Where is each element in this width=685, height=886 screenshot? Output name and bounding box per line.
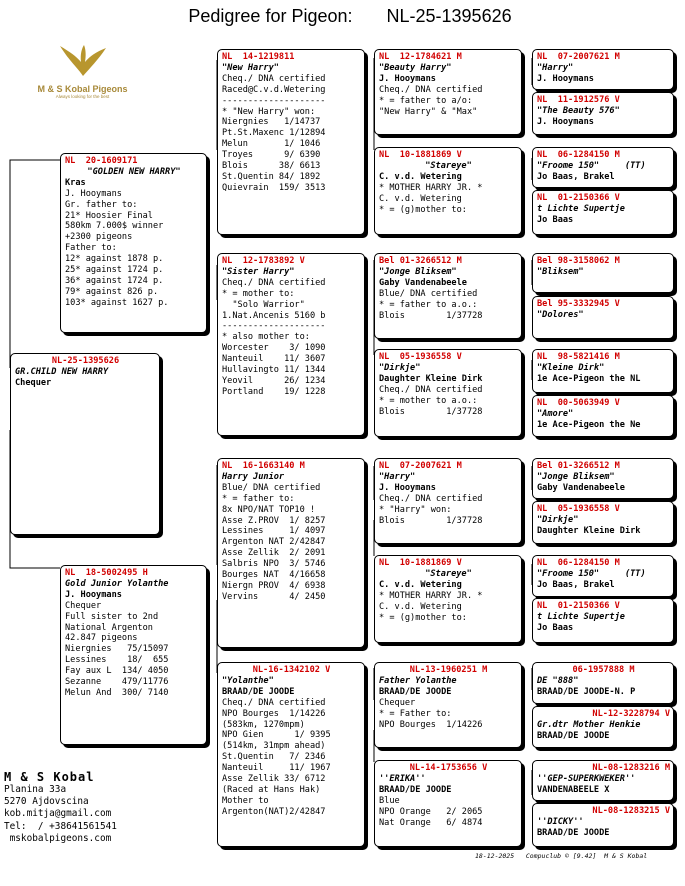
- pigeon-name: "Dirkje": [537, 514, 579, 525]
- pigeon-name: DE "888": [537, 675, 579, 686]
- info-line: Yeovil 26/ 1234: [222, 375, 326, 386]
- owner-email[interactable]: kob.mitja@gmail.com: [4, 808, 112, 820]
- sire-card[interactable]: [60, 153, 207, 333]
- info-line: Cheq./ DNA certified: [379, 493, 483, 504]
- ring-number: Bel 95-3332945 V: [537, 299, 620, 309]
- ring-number: 06-1957888 M: [572, 665, 635, 675]
- owner-contact: [4, 770, 174, 845]
- sire-dam-card[interactable]: [217, 253, 365, 436]
- pigeon-name: "Kleine Dirk": [537, 362, 605, 373]
- info-line: 8x NPO/NAT TOP10 !: [222, 504, 316, 515]
- pigeon-name: Gr.dtr Mother Henkie: [537, 719, 641, 730]
- info-line: Asse Z.PROV 1/ 8257: [222, 515, 326, 526]
- pigeon-name: "Harry": [537, 62, 574, 73]
- ring-number: NL-14-1753656 V: [409, 763, 488, 773]
- logo-brand: M & S Kobal Pigeons: [37, 84, 128, 94]
- info-line: VANDENABEELE X: [537, 784, 610, 795]
- info-line: --------------------: [222, 95, 326, 106]
- dam-dam-card[interactable]: [217, 662, 365, 847]
- info-line: Daughter Kleine Dirk: [379, 373, 483, 384]
- pigeon-name: "New Harry": [222, 62, 279, 73]
- dam-sire-card[interactable]: [217, 458, 365, 648]
- g5-card-5[interactable]: [532, 253, 674, 293]
- info-line: Niergn PROV 4/ 6938: [222, 580, 326, 591]
- info-line: 1e Ace-Pigeon the NL: [537, 373, 641, 384]
- g5-card-15[interactable]: [532, 760, 674, 801]
- info-line: --------------------: [222, 321, 326, 332]
- info-line: Asse Zellik 33/ 6712: [222, 774, 326, 785]
- info-line: St.Quentin 84/ 1892: [222, 171, 321, 182]
- info-line: J. Hooymans: [537, 73, 594, 84]
- title-label: Pedigree for Pigeon:: [188, 6, 353, 26]
- pigeon-name: Father Yolanthe: [379, 675, 457, 686]
- pigeon-name: Harry Junior: [222, 471, 285, 482]
- info-line: Nat Orange 6/ 4874: [379, 817, 483, 828]
- ddd-card[interactable]: [374, 760, 522, 847]
- pigeon-name: "Stareye": [425, 160, 472, 171]
- info-line: Jo Baas: [537, 622, 574, 633]
- info-line: Daughter Kleine Dirk: [537, 525, 641, 536]
- info-line: C. v.d. Wetering: [379, 601, 462, 612]
- g5-card-10[interactable]: [532, 501, 674, 544]
- info-line: J. Hooymans: [65, 589, 122, 600]
- pigeon-name: "Harry": [379, 471, 416, 482]
- info-line: +2300 pigeons: [65, 232, 133, 243]
- info-line: 79* against 826 p.: [65, 286, 159, 297]
- info-line: Hullavingto 11/ 1344: [222, 365, 326, 376]
- owner-address: Planina 33a: [4, 784, 67, 795]
- info-line: (514km, 31mpm ahead): [222, 741, 326, 752]
- ring-number: NL-16-1342102 V: [252, 665, 331, 675]
- info-line: Jo Baas, Brakel: [537, 579, 615, 590]
- info-line: * = father to a.o.:: [379, 299, 478, 310]
- info-line: Niergnies 1/14737: [222, 117, 321, 128]
- info-line: Bourges NAT 4/16658: [222, 570, 326, 581]
- info-line: (583km, 1270mpm): [222, 719, 305, 730]
- pigeon-logo-icon: [58, 42, 108, 78]
- pigeon-name: t Lichte Supertje: [537, 611, 625, 622]
- info-line: 21* Hoosier Final: [65, 210, 153, 221]
- pigeon-name: "Dolores": [537, 309, 584, 320]
- pigeon-name: GR.CHILD NEW HARRY: [15, 366, 109, 377]
- info-line: Nanteuil 11/ 1967: [222, 763, 331, 774]
- ring-number: NL 10-1881869 V: [379, 150, 462, 160]
- info-line: Chequer: [65, 600, 102, 611]
- ring-number: NL 00-5063949 V: [537, 398, 620, 408]
- ring-number: NL 16-1663140 M: [222, 461, 305, 471]
- info-line: Blue/ DNA certified: [379, 288, 478, 299]
- g5-card-4[interactable]: [532, 190, 674, 235]
- info-line: Cheq./ DNA certified: [379, 84, 483, 95]
- info-line: Cheq./ DNA certified: [379, 384, 483, 395]
- g5-card-6[interactable]: [532, 296, 674, 339]
- owner-website[interactable]: mskobalpigeons.com: [4, 832, 112, 844]
- info-line: J. Hooymans: [379, 73, 436, 84]
- info-line: Blue/ DNA certified: [222, 482, 321, 493]
- info-line: Sezanne 479/11776: [65, 677, 169, 688]
- info-line: Jo Baas: [537, 214, 574, 225]
- pigeon-name: "Yolanthe": [222, 675, 274, 686]
- info-line: * also mother to:: [222, 332, 310, 343]
- info-line: J. Hooymans: [65, 188, 122, 199]
- dds-card[interactable]: [374, 662, 522, 748]
- page-title: [0, 6, 685, 27]
- pigeon-name: "Dirkje": [379, 362, 421, 373]
- info-line: BRAAD/DE JOODE: [379, 784, 452, 795]
- ring-number: NL 05-1936558 V: [537, 504, 620, 514]
- pigeon-name: "Jonge Bliksem": [379, 266, 457, 277]
- pigeon-name: t Lichte Supertje: [537, 203, 625, 214]
- info-line: NPO Bourges 1/14226: [379, 719, 483, 730]
- info-line: Cheq./ DNA certified: [222, 277, 326, 288]
- info-line: * MOTHER HARRY JR. *: [379, 182, 483, 193]
- info-line: BRAAD/DE JOODE-N. P: [537, 686, 636, 697]
- info-line: Troyes 9/ 6390: [222, 150, 321, 161]
- owner-phone: Tel: / +38641561541: [4, 820, 117, 832]
- ring-number: NL-08-1283216 M: [592, 763, 670, 773]
- ring-number: NL 01-2150366 V: [537, 601, 620, 611]
- g5-card-1[interactable]: [532, 49, 674, 90]
- ring-number: NL 06-1284150 M: [537, 558, 620, 568]
- breeder-logo: [25, 42, 140, 102]
- info-line: * MOTHER HARRY JR. *: [379, 590, 483, 601]
- ring-number: NL 12-1783892 V: [222, 256, 305, 266]
- ring-number: NL 10-1881869 V: [379, 558, 462, 568]
- info-line: 12* against 1878 p.: [65, 254, 164, 265]
- pigeon-name: "Jonge Bliksem": [537, 471, 615, 482]
- owner-city: 5270 Ajdovscina: [4, 796, 89, 808]
- ring-number: Bel 01-3266512 M: [537, 461, 620, 471]
- info-line: 42.847 pigeons: [65, 633, 138, 644]
- info-line: Asse Zellik 2/ 2091: [222, 548, 326, 559]
- ring-number: NL-12-3228794 V: [592, 709, 670, 719]
- g5-card-11[interactable]: [532, 555, 674, 597]
- info-line: * = Father to:: [379, 708, 452, 719]
- ring-number: NL 11-1912576 V: [537, 95, 620, 105]
- info-line: "Solo Warrior": [222, 299, 305, 310]
- info-line: 25* against 1724 p.: [65, 265, 164, 276]
- info-line: * "Harry" won:: [379, 504, 452, 515]
- pigeon-name: "GOLDEN NEW HARRY": [87, 166, 181, 177]
- owner-name: M & S Kobal: [4, 770, 95, 784]
- ring-number: NL-08-1283215 V: [592, 806, 670, 816]
- info-line: Gaby Vandenabeele: [379, 277, 467, 288]
- info-line: Portland 19/ 1228: [222, 386, 326, 397]
- info-line: BRAAD/DE JOODE: [537, 730, 610, 741]
- pigeon-name: "Bliksem": [537, 266, 584, 277]
- g5-card-14[interactable]: [532, 706, 674, 748]
- ssd-card[interactable]: [374, 147, 522, 235]
- info-line: Full sister to 2nd: [65, 611, 159, 622]
- g5-card-2[interactable]: [532, 92, 674, 135]
- info-line: J. Hooymans: [537, 116, 594, 127]
- info-line: Blue: [379, 795, 400, 806]
- ring-number: NL-13-1960251 M: [409, 665, 488, 675]
- info-line: BRAAD/DE JOODE: [537, 827, 610, 838]
- info-line: Blois 1/37728: [379, 515, 483, 526]
- footer-credit: 18-12-2025 Compuclub © [9.42] M & S Kobal: [475, 852, 648, 860]
- info-line: BRAAD/DE JOODE: [379, 686, 452, 697]
- info-line: C. v.d. Wetering: [379, 171, 462, 182]
- pigeon-name: "Stareye": [425, 568, 472, 579]
- info-line: Blois 38/ 6613: [222, 161, 321, 172]
- ring-number: NL 07-2007621 M: [537, 52, 620, 62]
- ring-number: Bel 01-3266512 M: [379, 256, 462, 266]
- info-line: Kras: [65, 177, 86, 188]
- info-line: NPO Gien 1/ 9395: [222, 730, 331, 741]
- dss-card[interactable]: [374, 458, 522, 544]
- info-line: Quievrain 159/ 3513: [222, 182, 326, 193]
- info-line: Jo Baas, Brakel: [537, 171, 615, 182]
- pigeon-name: "Amore": [537, 408, 574, 419]
- info-line: J. Hooymans: [379, 482, 436, 493]
- sss-card[interactable]: [374, 49, 522, 135]
- ring-number: NL-25-1395626: [51, 356, 120, 366]
- ring-number: Bel 98-3158062 M: [537, 256, 620, 266]
- ring-number: NL 01-2150366 V: [537, 193, 620, 203]
- info-line: C. v.d. Wetering: [379, 579, 462, 590]
- ring-number: NL 98-5821416 M: [537, 352, 620, 362]
- color-line: Chequer: [15, 377, 52, 388]
- info-line: Mother to: [222, 795, 269, 806]
- pigeon-name: ''ERIKA'': [379, 773, 426, 784]
- info-line: "New Harry" & "Max": [379, 106, 478, 117]
- info-line: Melun And 300/ 7140: [65, 687, 169, 698]
- info-line: NPO Bourges 1/14226: [222, 708, 326, 719]
- pigeon-name: "The Beauty 576": [537, 105, 620, 116]
- info-line: 103* against 1627 p.: [65, 297, 169, 308]
- g5-card-3[interactable]: [532, 147, 674, 188]
- g5-card-8[interactable]: [532, 395, 674, 437]
- info-line: * "New Harry" won:: [222, 106, 316, 117]
- g5-card-16[interactable]: [532, 803, 674, 847]
- dsd-card[interactable]: [374, 555, 522, 643]
- info-line: 1.Nat.Ancenis 5160 b: [222, 310, 326, 321]
- info-line: Niergnies 75/15097: [65, 644, 169, 655]
- info-line: Chequer: [379, 697, 416, 708]
- ring-number: NL 05-1936558 V: [379, 352, 462, 362]
- info-line: * = mother to a.o.:: [379, 395, 478, 406]
- g5-card-12[interactable]: [532, 598, 674, 643]
- info-line: 580km 7.000$ winner: [65, 221, 164, 232]
- ring-number: NL 14-1219811: [222, 52, 295, 62]
- info-line: Argenton(NAT)2/42847: [222, 806, 326, 817]
- g5-card-7[interactable]: [532, 349, 674, 393]
- pigeon-name: ''GEP-SUPERKWEKER'': [537, 773, 636, 784]
- info-line: NPO Orange 2/ 2065: [379, 806, 483, 817]
- ring-number: NL 07-2007621 M: [379, 461, 462, 471]
- pigeon-name: "Sister Harry": [222, 266, 295, 277]
- info-line: Vervins 4/ 2450: [222, 591, 326, 602]
- info-line: * = (g)mother to:: [379, 612, 467, 623]
- pigeon-name: "Froome 150" (TT): [537, 160, 646, 171]
- ring-number: NL 20-1609171: [65, 156, 138, 166]
- info-line: Cheq./ DNA certified: [222, 73, 326, 84]
- info-line: Blois 1/37728: [379, 406, 483, 417]
- info-line: * = father to:: [222, 493, 295, 504]
- info-line: Argenton NAT 2/42847: [222, 537, 326, 548]
- info-line: Raced@C.v.d.Wetering: [222, 84, 326, 95]
- logo-slogan: Always looking for the best: [55, 94, 110, 99]
- info-line: Father to:: [65, 243, 117, 254]
- sire-sire-card[interactable]: [217, 49, 365, 235]
- info-line: Salbris NPO 3/ 5746: [222, 559, 326, 570]
- ring-number: NL 06-1284150 M: [537, 150, 620, 160]
- info-line: National Argenton: [65, 622, 153, 633]
- info-line: C. v.d. Wetering: [379, 193, 462, 204]
- info-line: Gaby Vandenabeele: [537, 482, 625, 493]
- info-line: 1e Ace-Pigeon the Ne: [537, 419, 641, 430]
- pigeon-name: Gold Junior Yolanthe: [65, 578, 169, 589]
- sds-card[interactable]: [374, 253, 522, 339]
- ring-number: NL 12-1784621 M: [379, 52, 462, 62]
- info-line: * = (g)mother to:: [379, 204, 467, 215]
- g5-card-9[interactable]: [532, 458, 674, 499]
- info-line: Fay aux L 134/ 4050: [65, 666, 169, 677]
- info-line: * = mother to:: [222, 288, 295, 299]
- info-line: Nanteuil 11/ 3607: [222, 354, 326, 365]
- pigeon-name: "Beauty Harry": [379, 62, 452, 73]
- sdd-card[interactable]: [374, 349, 522, 437]
- info-line: Melun 1/ 1046: [222, 139, 321, 150]
- info-line: Blois 1/37728: [379, 310, 483, 321]
- pigeon-name: ''DICKY'': [537, 816, 584, 827]
- info-line: St.Quentin 7/ 2346: [222, 752, 326, 763]
- info-line: Worcester 3/ 1090: [222, 343, 326, 354]
- info-line: Gr. father to:: [65, 199, 138, 210]
- info-line: (Raced at Hans Hak): [222, 784, 321, 795]
- info-line: Pt.St.Maxenc 1/12894: [222, 128, 326, 139]
- info-line: 36* against 1724 p.: [65, 275, 164, 286]
- g5-card-13[interactable]: [532, 662, 674, 704]
- info-line: * = father to a/o:: [379, 95, 473, 106]
- title-ring-number: NL-25-1395626: [386, 6, 512, 26]
- ring-number: NL 18-5002495 H: [65, 568, 148, 578]
- dam-card[interactable]: [60, 565, 207, 745]
- pigeon-name: "Froome 150" (TT): [537, 568, 646, 579]
- info-line: BRAAD/DE JOODE: [222, 686, 295, 697]
- info-line: Lessines 1/ 4097: [222, 526, 326, 537]
- info-line: Lessines 18/ 655: [65, 655, 169, 666]
- info-line: Cheq./ DNA certified: [222, 697, 326, 708]
- subject-card[interactable]: [10, 353, 160, 535]
